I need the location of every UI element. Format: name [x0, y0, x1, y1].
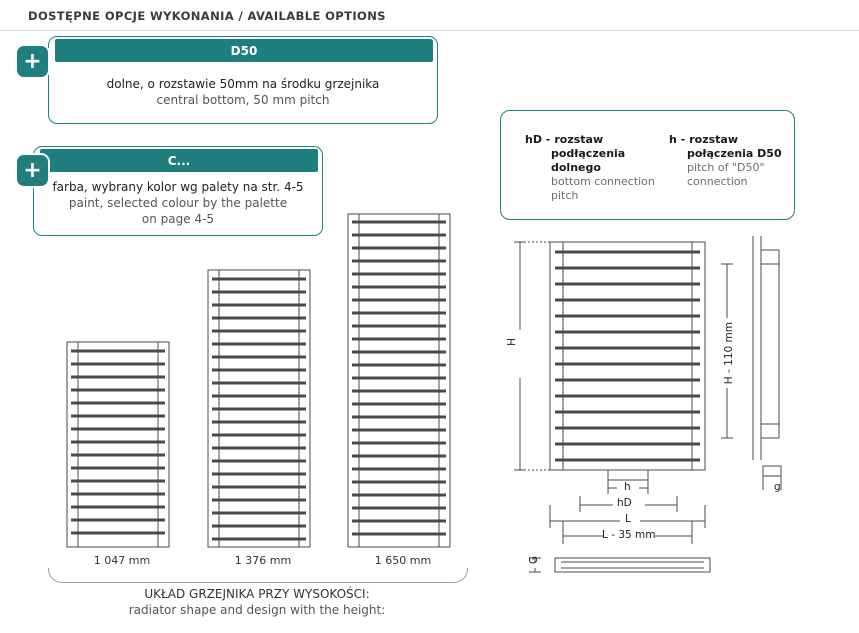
option-code-label: D50 [55, 39, 433, 62]
radiator-front-view [550, 242, 705, 480]
legend-label-en-2: pitch [551, 189, 579, 202]
legend-label-en-1: bottom connection [551, 175, 655, 188]
plus-icon: + [17, 155, 48, 186]
option-description-pl: farba, wybrany kolor wg palety na str. 4-5 [52, 180, 304, 194]
legend-label-pl-2: połączenia D50 [687, 147, 782, 160]
dimension-label-G: G [528, 556, 540, 565]
option-description-pl: dolne, o rozstawie 50mm na środku grzejnika [106, 77, 380, 91]
dimension-label-g: g [774, 481, 781, 493]
legend-box [500, 110, 795, 220]
legend-label-en-1: pitch of "D50" [687, 161, 765, 174]
dimension-label-L35: L - 35 mm [602, 529, 656, 541]
dimension-label-hD: hD [617, 497, 632, 509]
legend-item-hd [525, 133, 660, 203]
bottom-caption [48, 586, 466, 618]
radiator-medium [208, 270, 310, 547]
dimension-H [514, 242, 550, 470]
legend-item-h [669, 133, 789, 189]
dimension-label-h: h [624, 481, 631, 493]
legend-label-pl-3: dolnego [551, 161, 601, 174]
radiator-size-label-small: 1 047 mm [93, 554, 151, 567]
option-description-en: paint, selected colour by the palette [68, 196, 288, 210]
radiator-size-label-medium: 1 376 mm [234, 554, 292, 567]
header-divider [0, 30, 859, 31]
legend-label-pl-1: rozstaw [554, 133, 604, 146]
radiator-side-view [753, 236, 781, 476]
plus-icon: + [17, 46, 48, 77]
legend-label-pl-2: podłączenia [551, 147, 626, 160]
option-code-label: C... [40, 149, 318, 172]
option-card-d50 [48, 36, 438, 124]
bottom-caption-en: radiator shape and design with the height: [128, 603, 386, 617]
radiator-small [67, 342, 169, 547]
dimension-label-H110: H - 110 mm [723, 322, 735, 385]
radiator-bottom-bar [555, 558, 710, 572]
bottom-caption-pl: UKŁAD GRZEJNIKA PRZY WYSOKOŚCI: [144, 587, 370, 601]
legend-label-pl-1: rozstaw [689, 133, 739, 146]
group-bracket [48, 568, 468, 583]
dimension-label-L: L [625, 513, 631, 525]
page-title: DOSTĘPNE OPCJE WYKONANIA / AVAILABLE OPTIONS [28, 9, 386, 23]
radiator-large [348, 214, 450, 547]
technical-drawing [495, 228, 845, 628]
legend-symbol: h - [669, 133, 686, 146]
option-description-en: central bottom, 50 mm pitch [156, 93, 330, 107]
option-description-en-2: on page 4-5 [141, 212, 215, 226]
option-description [49, 61, 437, 123]
legend-symbol: hD - [525, 133, 551, 146]
legend-label-en-2: connection [687, 175, 748, 188]
radiator-size-label-large: 1 650 mm [374, 554, 432, 567]
dimension-label-H: H [506, 338, 518, 346]
